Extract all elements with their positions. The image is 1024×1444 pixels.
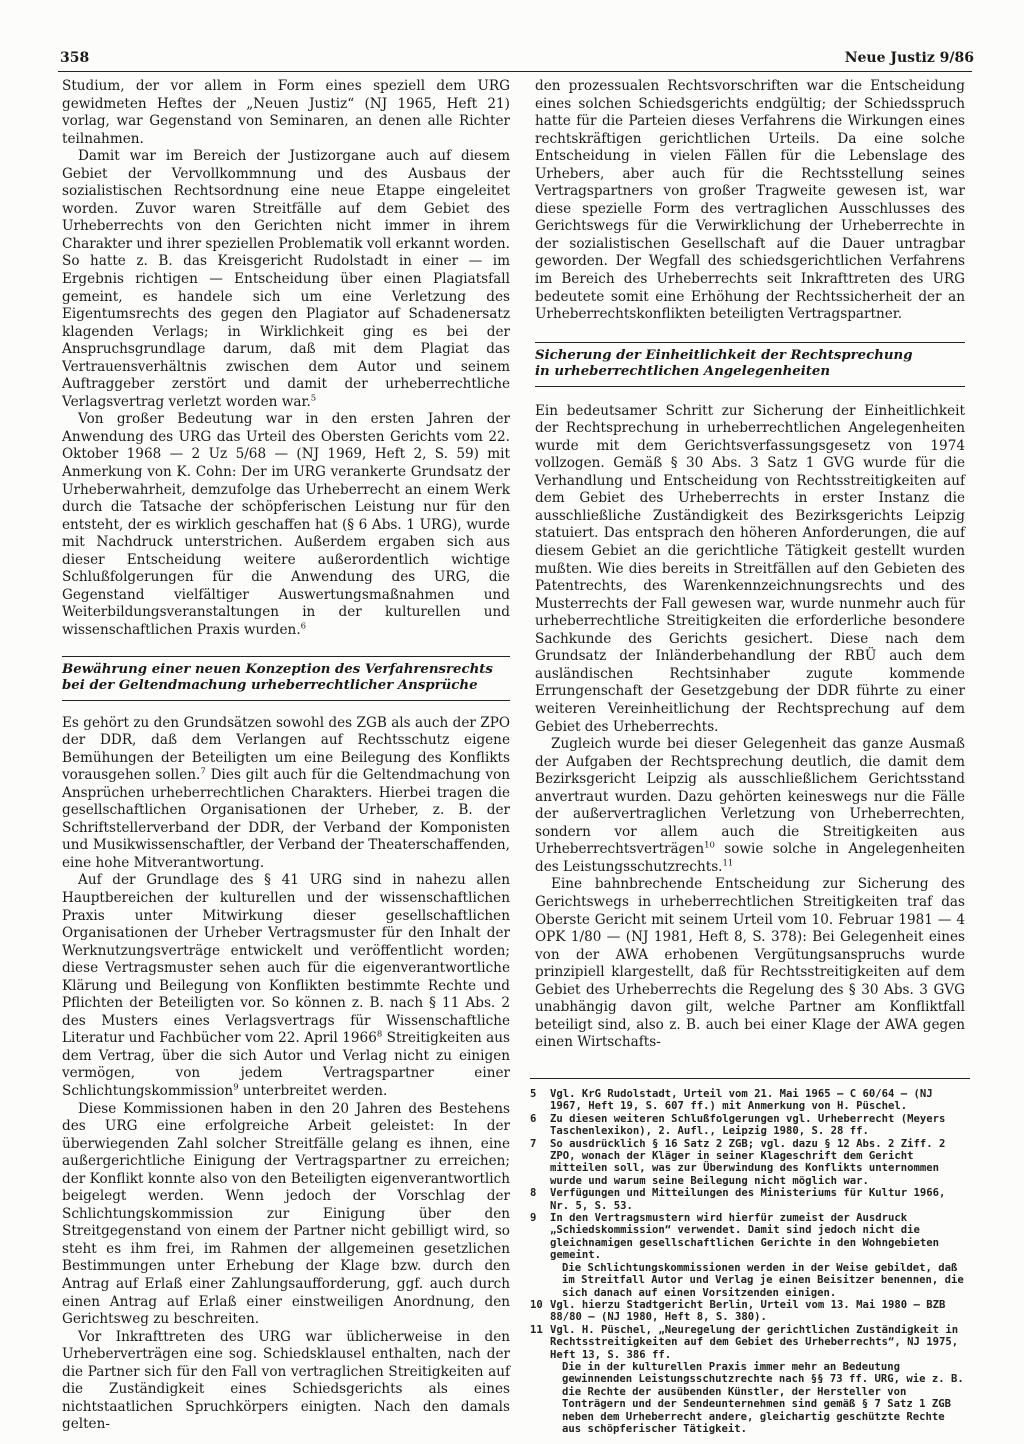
- footnote-text: So ausdrücklich § 16 Satz 2 ZGB; vgl. dazu § 12 Abs. 2 Ziff. 2 ZPO, wonach der Kläger in seiner Klageschrift dem Gericht mitteilen soll, was zur Überwindung des Konflikts unternommen wurde und warum seine Beilegung nicht möglich war.: [550, 1137, 946, 1187]
- footnote-text: Vgl. H. Püschel, „Neuregelung der gerichtlichen Zuständigkeit in Rechtsstreitigkeiten auf dem Gebiet des Urheberrechts“, NJ 1975, Heft 13, S. 386 ff.: [550, 1323, 959, 1361]
- footnote: [530, 1088, 970, 1113]
- paragraph: Studium, der vor allem in Form eines speziell dem URG gewidmeten Heftes der „Neuen Justiz“ (NJ 1965, Heft 21) vorlag, war Gegenstand von Seminaren, an denen alle Richter teilnahmen.: [62, 78, 510, 147]
- footnotes: [530, 1088, 970, 1435]
- paragraph: Von großer Bedeutung war in den ersten Jahren der Anwendung des URG das Urteil des Obersten Gerichts vom 22. Oktober 1968 — 2 Uz 5/68 — (NJ 1969, Heft 2, S. 59) mit Anmerkung von K. Cohn: Der im URG verankerte Grundsatz der Urheberwahrheit, demzufolge das Urheberrecht an einem Werk durch die Tatsache der schöpferischen Leistung nur für den entsteht, der es wirklich geschaffen hat (§ 6 Abs. 1 URG), wurde mit Nachdruck unterstrichen. Außerdem ergaben sich aus dieser Entscheidung weitere außerordentlich wichtige Schlußfolgerungen für die Anwendung des URG, die Gegenstand vielfältiger Auswertungsmaßnahmen und Weiterbildungsveranstaltungen in der kulturellen und wissenschaftlichen Praxis wurden.$^6$: [62, 411, 510, 638]
- footnote-ref[interactable]: 11: [722, 858, 734, 869]
- footnote-ref[interactable]: 8: [376, 1029, 383, 1040]
- right-column: [535, 78, 965, 1052]
- footnote-continuation: Die Schlichtungskommissionen werden in der Weise gebildet, daß im Streitfall Autor und Verlag je einen Beisitzer benennen, die sich danach auf einen Vorsitzenden einigen.: [562, 1261, 964, 1299]
- footnote: [530, 1299, 970, 1324]
- footnote-ref[interactable]: 6: [300, 621, 307, 632]
- footnote-number: 6: [530, 1112, 537, 1125]
- section-heading-line: in urheberrechtlichen Angelegenheiten: [535, 364, 831, 380]
- paragraph: Damit war im Bereich der Justizorgane auch auf diesem Gebiet der Vervollkommnung und des Ausbaus der sozialistischen Rechtsordnung eine neue Etappe eingeleitet worden. Zuvor waren Streitfälle auf dem Gebiet des Urheberrechts von den Gerichten nicht immer in ihrem Charakter und ihrer speziellen Problematik voll erkannt worden. So hatte z. B. das Kreisgericht Rudolstadt in einer — im Ergebnis richtigen — Entscheidung über einen Plagiatsfall gemeint, es handele sich um eine Verletzung des Eigentumsrechts des gegen den Plagiator auf Schadenersatz klagenden Verlags; in Wirklichkeit ging es bei der Anspruchsgrundlage darum, daß mit dem Plagiat das Vertrauensverhältnis zwischen dem Autor und seinem Auftraggeber zerstört und damit der urheberrechtliche Verlagsvertrag verletzt worden war.$^5$: [62, 148, 511, 410]
- footnote: [530, 1212, 970, 1262]
- section-heading-line: bei der Geltendmachung urheberrechtlicher Ansprüche: [62, 678, 478, 693]
- journal-title: Neue Justiz 9/86: [844, 50, 974, 66]
- paragraph: Auf der Grundlage des § 41 URG sind in nahezu allen Hauptbereichen der kulturellen und der wissenschaftlichen Praxis unter Mitwirkung dieser gesellschaftlichen Organisationen der Urheber Vertragsmuster für den Inhalt der Werknutzungsverträge entwickelt und veröffentlicht worden; diese Vertragsmuster sehen auch für die eigenverantwortliche Klärung und Beilegung von Konflikten bestimmte Rechte und Pflichten der Beteiligten vor. So können z. B. nach § 11 Abs. 2 des Musters eines Verlagsvertrags für Wissenschaftliche Literatur und Fachbücher vom 22. April 1966$^8$ Streitigkeiten aus dem Vertrag, über die sich Autor und Verlag nicht zu einigen vermögen, von jedem Vertragspartner einer Schlichtungskommission$^9$ unterbreitet werden.: [62, 872, 510, 1099]
- page-number: 358: [60, 50, 90, 66]
- footnote-number: 11: [530, 1323, 543, 1336]
- footnote-ref[interactable]: 7: [200, 766, 206, 777]
- paragraph: Diese Kommissionen haben in den 20 Jahren des Bestehens des URG eine erfolgreiche Arbeit geleistet: In der überwiegenden Zahl solcher Streitfälle gelang es ihnen, eine außergerichtliche Einigung der Vertragspartner zu erreichen; der Konflikt konnte also von den Beteiligten eigenverantwortlich beigelegt werden. Wenn jedoch der Vorschlag der Schlichtungskommission zur Einigung über den Streitgegenstand von einem der Partner nicht gebilligt wird, so steht es ihm frei, im Rahmen der allgemeinen gesetzlichen Bestimmungen unter Erhebung der Klage bzw. durch den Antrag auf Erlaß einer Zahlungsaufforderung, ggf. auch durch einen Antrag auf Erlaß einer einstweiligen Anordnung, den Gerichtsweg zu beschreiten.: [62, 1100, 510, 1328]
- paragraph: Es gehört zu den Grundsätzen sowohl des ZGB als auch der ZPO der DDR, daß dem Verlangen auf Rechtsschutz eigene Bemühungen der Beteiligten um eine Beilegung des Konflikts vorausgehen sollen.$^7$ Dies gilt auch für die Geltendmachung von Ansprüchen urheberrechtlichen Charakters. Hierbei tragen die gesellschaftlichen Organisationen der Urheber, z. B. der Schriftstellerverband der DDR, der Verband der Komponisten und Musikwissenschaftler, der Verband der Theaterschaffenden, eine hohe Mitverantwortung.: [62, 714, 511, 871]
- paragraph: Zugleich wurde bei dieser Gelegenheit das ganze Ausmaß der Aufgaben der Rechtsprechung deutlich, die damit dem Bezirksgericht Leipzig als ausschließlichem Gerichtsstand anvertraut wurden. Dazu gehörten keineswegs nur die Fälle der außervertraglichen Verletzung von Urheberrechten, sondern vor allem auch die Streitigkeiten aus Urheberrechtsverträgen$^{10}$ sowie solche in Angelegenheiten des Leistungsschutzrechts.$^{11}$: [535, 736, 965, 875]
- paragraph: Vor Inkrafttreten des URG war üblicherweise in den Urheberverträgen eine sog. Schiedsklausel enthalten, nach der die Partner sich für den Fall von vertraglichen Streitigkeiten auf die Zuständigkeit eines Schiedsgerichts als eines nichtstaatlichen Spruchkörpers einigten. Nach den damals gelten-: [62, 1328, 510, 1433]
- footnote-number: 10: [530, 1298, 543, 1311]
- footnote: [530, 1187, 970, 1212]
- paragraph: Ein bedeutsamer Schritt zur Sicherung der Einheitlichkeit der Rechtsprechung in urheberrechtlichen Angelegenheiten wurde mit dem Gerichtsverfassungsgesetz von 1974 vollzogen. Gemäß § 30 Abs. 3 Satz 1 GVG wurde für die Verhandlung und Entscheidung von Rechtsstreitigkeiten auf dem Gebiet des Urheberrechts in erster Instanz die ausschließliche Zuständigkeit des Bezirksgerichts Leipzig statuiert. Das entsprach den höheren Anforderungen, die auf diesem Gebiet an die gerichtliche Tätigkeit gestellt wurden mußten. Wie dies bereits in Streitfällen auf den Gebieten des Patentrechts, des Warenkennzeichnungsrechts und des Musterrechts der Fall gewesen war, wurde nunmehr auch für urheberrechtliche Streitigkeiten die erforderliche besondere Sachkunde des Gerichts gesichert. Diese nach dem Grundsatz der Inländerbehandlung der RBÜ auch dem ausländischen Rechtsinhaber zugute kommende Errungenschaft der Gesetzgebung der DDR führte zu einer weiteren Vereinheitlichung der Rechtsprechung auf dem Gebiet des Urheberrechts.: [535, 402, 965, 735]
- paragraph: den prozessualen Rechtsvorschriften war die Entscheidung eines solchen Schiedsgerichts endgültig; der Schiedsspruch hatte für die Parteien dieses Verfahrens die Wirkungen eines rechtskräftigen gerichtlichen Urteils. Da eine solche Entscheidung in vielen Fällen für die Lebenslage des Urhebers, aber auch für die Rechtsstellung seines Vertragspartners von großer Tragweite gewesen ist, war diese spezielle Form des vertraglichen Ausschlusses des Gerichtswegs für die Verwirklichung der Urheberrechte in der sozialistischen Gesellschaft auf die Dauer untragbar geworden. Der Wegfall des schiedsgerichtlichen Verfahrens im Bereich des Urheberrechts seit Inkrafttreten des URG bedeutete somit eine Erhöhung der Rechtssicherheit der an Urheberrechtskonflikten beteiligten Vertragspartner.: [535, 78, 965, 323]
- section-heading-line: Sicherung der Einheitlichkeit der Rechtsprechung: [535, 347, 913, 363]
- header-rule: [58, 71, 972, 72]
- footnote-text: Vgl. KrG Rudolstadt, Urteil vom 21. Mai 1965 — C 60/64 — (NJ 1967, Heft 19, S. 607 ff.) mit Anmerkung von H. Püschel.: [550, 1088, 933, 1113]
- footnote-text: Zu diesen weiteren Schlußfolgerungen vgl. Urheberrecht (Meyers Taschenlexikon), 2. Aufl., Leipzig 1980, S. 28 ff.: [550, 1112, 946, 1138]
- footnote-text: Verfügungen und Mitteilungen des Ministeriums für Kultur 1966, Nr. 5, S. 53.: [550, 1187, 946, 1212]
- section-heading: [535, 342, 965, 387]
- footnote: [530, 1324, 970, 1361]
- footnote-ref[interactable]: 5: [310, 393, 317, 404]
- footnote: [530, 1113, 970, 1138]
- section-heading-line: Bewährung einer neuen Konzeption des Verfahrensrechts: [62, 661, 493, 677]
- footnote-number: 9: [530, 1212, 537, 1225]
- footnote-number: 8: [530, 1187, 537, 1200]
- footnote-text: Vgl. hierzu Stadtgericht Berlin, Urteil vom 13. Mai 1980 — BZB 88/80 — (NJ 1980, Heft 8, S. 380).: [550, 1298, 946, 1324]
- footnote-number: 5: [530, 1088, 537, 1100]
- footnote-ref[interactable]: 10: [704, 840, 715, 851]
- footnote: [530, 1138, 970, 1188]
- footnote-continuation: Die in der kulturellen Praxis immer mehr an Bedeutung gewinnenden Leistungsschutzrechte nach §§ 73 ff. URG, wie z. B. die Rechte der ausübenden Künstler, der Hersteller von Tonträgern und der Sendeunternehmen sind gemäß § 7 Satz 1 ZGB neben dem Urheberrecht andere, gleichartig geschützte Rechte aus schöpferischer Tätigkeit.: [562, 1360, 964, 1435]
- footnote-ref[interactable]: 9: [233, 1082, 239, 1093]
- footnote-number: 7: [530, 1137, 537, 1150]
- footnote-rule: [530, 1078, 970, 1079]
- left-column: [62, 78, 510, 1434]
- section-heading: [62, 656, 510, 701]
- paragraph: Eine bahnbrechende Entscheidung zur Sicherung des Gerichtswegs in urheberrechtlichen Streitigkeiten traf das Oberste Gericht mit seinem Urteil vom 10. Februar 1981 — 4 OPK 1/80 — (NJ 1981, Heft 8, S. 378): Bei Gelegenheit eines von der AWA erhobenen Vergütungsanspruchs wurde prinzipiell klargestellt, daß für Rechtsstreitigkeiten auf dem Gebiet des Urheberrechts die Regelung des § 30 Abs. 3 GVG unabhängig davon gilt, welche Partner am Konfliktfall beteiligt sind, also z. B. auch bei einer Klage der AWA gegen einen Wirtschafts-: [535, 876, 965, 1051]
- footnote-text: In den Vertragsmustern wird hierfür zumeist der Ausdruck „Schiedskommission“ verwendet. Damit sind jedoch nicht die gleichnamigen gesellschaftlichen Gerichte in den Wohngebieten gemeint.: [550, 1212, 940, 1262]
